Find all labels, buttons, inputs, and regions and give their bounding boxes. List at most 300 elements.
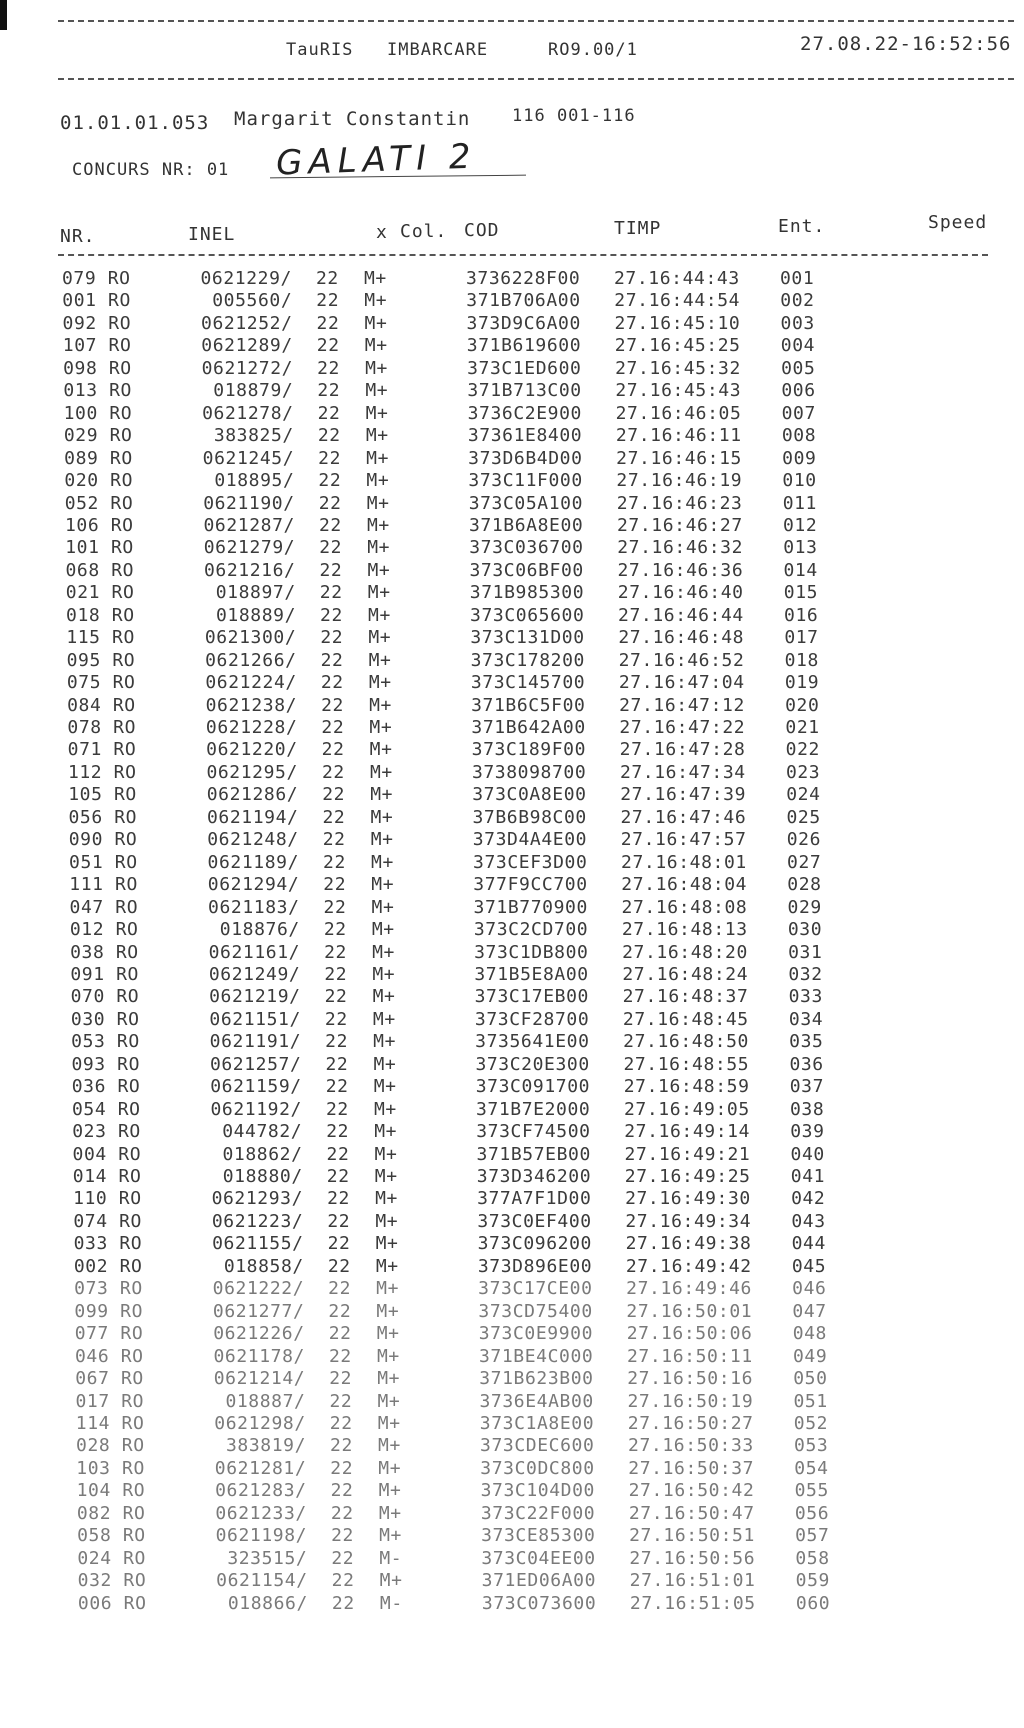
cell-x: 22	[323, 874, 347, 896]
table-row	[0, 582, 1024, 604]
owner-name: Margarit Constantin	[234, 108, 471, 130]
cell-col: M+	[370, 829, 394, 851]
cell-col: M+	[375, 1210, 399, 1232]
table-row	[0, 425, 1024, 447]
cell-timp: 27.16:46:11	[615, 425, 742, 447]
cell-ent: 024	[786, 784, 821, 806]
cell-col: M+	[374, 1121, 398, 1143]
cell-ent: 028	[787, 874, 822, 896]
cell-col: M+	[367, 582, 391, 604]
cell-inel: 0621287/	[203, 514, 295, 536]
cell-x: 22	[329, 1368, 353, 1390]
cell-x: 22	[326, 1143, 350, 1165]
cell-timp: 27.16:50:42	[628, 1480, 755, 1502]
table-row	[0, 1076, 1024, 1098]
cell-ent: 007	[781, 402, 816, 424]
cell-nr: 020 RO	[64, 470, 134, 492]
table-row	[0, 784, 1024, 806]
cell-x: 22	[316, 335, 340, 357]
cell-ent: 042	[791, 1188, 826, 1210]
cell-col: M+	[373, 1031, 397, 1053]
cell-ent: 006	[781, 380, 816, 402]
cell-x: 22	[330, 1435, 353, 1457]
cell-ent: 001	[780, 268, 815, 289]
cell-timp: 27.16:45:43	[615, 380, 742, 402]
table-row	[0, 1346, 1024, 1368]
table-row	[0, 1009, 1024, 1031]
cell-x: 22	[319, 537, 343, 559]
cell-x: 22	[322, 829, 346, 851]
cell-x: 22	[324, 1008, 348, 1030]
cell-inel: 0621192/	[210, 1098, 302, 1120]
cell-nr: 029 RO	[63, 425, 133, 447]
cell-col: M+	[366, 447, 390, 469]
cell-timp: 27.16:46:05	[615, 402, 742, 424]
cell-ent: 002	[780, 290, 815, 312]
cell-cod: 373C22F000	[480, 1502, 596, 1524]
cell-cod: 373CD75400	[478, 1300, 593, 1322]
cell-inel: 0621161/	[208, 941, 301, 963]
cell-inel: 0621228/	[205, 717, 298, 738]
cell-cod: 373C0A8E00	[472, 784, 587, 806]
cell-timp: 27.16:46:44	[618, 604, 744, 626]
cell-col: M+	[367, 537, 391, 559]
col-header-timp: TIMP	[614, 218, 662, 239]
cell-inel: 0621190/	[203, 492, 295, 514]
columns-divider	[58, 254, 988, 256]
cell-cod: 377F9CC700	[473, 874, 588, 896]
cell-col: M+	[371, 851, 394, 873]
cell-cod: 373C145700	[470, 672, 586, 694]
cell-x: 22	[321, 761, 345, 783]
cell-nr: 099 RO	[74, 1300, 144, 1322]
cell-ent: 019	[784, 672, 820, 694]
cell-nr: 100 RO	[63, 402, 133, 424]
cell-x: 22	[325, 1053, 349, 1075]
cell-inel: 0621257/	[209, 1053, 302, 1075]
cell-col: M+	[369, 694, 392, 716]
table-row	[0, 1570, 1024, 1592]
cell-cod: 373D9C6A00	[466, 312, 581, 334]
cell-x: 22	[325, 1076, 349, 1098]
cell-x: 22	[319, 559, 343, 581]
table-row	[0, 1188, 1024, 1210]
cell-nr: 021 RO	[65, 582, 135, 604]
cell-col: M+	[365, 357, 388, 379]
cell-col: M+	[369, 739, 393, 761]
table-row	[0, 605, 1024, 627]
cell-timp: 27.16:47:28	[619, 739, 746, 761]
cell-x: 22	[325, 1031, 349, 1053]
cell-inel: 0621151/	[209, 1008, 301, 1030]
cell-nr: 074 RO	[73, 1210, 142, 1232]
table-row	[0, 650, 1024, 672]
cell-inel: 323515/	[227, 1547, 308, 1569]
cell-timp: 27.16:50:27	[627, 1412, 754, 1434]
cell-cod: 371B7E2000	[475, 1098, 591, 1120]
cell-cod: 371B6A8E00	[468, 514, 584, 536]
table-row	[0, 470, 1024, 492]
cell-timp: 27.16:50:47	[628, 1502, 755, 1524]
cell-col: M+	[364, 335, 388, 357]
cell-x: 22	[317, 380, 341, 402]
table-row	[0, 1099, 1024, 1121]
cell-ent: 023	[785, 761, 821, 783]
cell-inel: 0621295/	[206, 761, 298, 783]
cell-timp: 27.16:50:51	[629, 1525, 755, 1547]
cell-inel: 044782/	[222, 1121, 303, 1143]
cell-col: M-	[379, 1547, 403, 1569]
cell-ent: 016	[784, 604, 819, 626]
cell-ent: 052	[793, 1412, 829, 1434]
cell-nr: 090 RO	[68, 829, 138, 851]
cell-cod: 373C11F000	[468, 470, 583, 492]
cell-inel: 0621272/	[201, 357, 294, 379]
cell-ent: 050	[793, 1368, 828, 1390]
cell-nr: 028 RO	[76, 1435, 145, 1457]
cell-inel: 0621219/	[209, 986, 301, 1008]
cell-col: M+	[368, 649, 392, 671]
cell-timp: 27.16:50:19	[627, 1390, 754, 1412]
cell-timp: 27.16:47:46	[620, 806, 747, 828]
table-row	[0, 1301, 1024, 1323]
cell-cod: 373C2CD700	[473, 919, 589, 941]
cell-nr: 001 RO	[62, 290, 131, 312]
cell-col: M+	[373, 1053, 397, 1075]
cell-ent: 015	[783, 582, 819, 604]
cell-timp: 27.16:49:05	[623, 1098, 750, 1120]
cell-nr: 079 RO	[62, 268, 131, 289]
cell-ent: 032	[788, 963, 823, 985]
cell-x: 22	[328, 1345, 352, 1367]
cell-cod: 373C17CE00	[478, 1278, 593, 1300]
cell-inel: 0621294/	[207, 874, 300, 896]
top-divider	[58, 20, 1014, 22]
cell-timp: 27.16:44:43	[614, 268, 740, 289]
table-row	[0, 313, 1024, 335]
cell-x: 22	[324, 986, 348, 1008]
cell-col: M+	[365, 402, 389, 424]
cell-inel: 0621286/	[206, 784, 299, 806]
cell-timp: 27.16:48:50	[623, 1031, 749, 1053]
cell-nr: 106 RO	[64, 514, 134, 536]
cell-cod: 371B619600	[466, 335, 582, 357]
cell-cod: 373CF74500	[476, 1121, 591, 1143]
cell-timp: 27.16:47:12	[619, 694, 745, 716]
cell-timp: 27.16:48:55	[623, 1053, 750, 1075]
cell-ent: 017	[784, 627, 819, 649]
cell-nr: 030 RO	[70, 1008, 140, 1030]
cell-ent: 040	[790, 1143, 825, 1165]
cell-cod: 3736228F00	[466, 268, 581, 289]
table-row	[0, 829, 1024, 851]
col-header-speed: Speed	[928, 212, 988, 233]
cell-ent: 041	[790, 1166, 826, 1187]
cell-x: 22	[330, 1457, 354, 1479]
cell-ent: 026	[786, 829, 822, 851]
handwritten-contest-name: GALATI 2	[275, 136, 478, 184]
cell-ent: 057	[795, 1525, 830, 1547]
cell-timp: 27.16:46:36	[617, 559, 744, 581]
cell-x: 22	[323, 896, 347, 918]
cell-ent: 051	[793, 1390, 828, 1412]
cell-ent: 039	[790, 1121, 825, 1143]
cell-ent: 005	[781, 357, 816, 379]
cell-timp: 27.16:48:08	[621, 896, 748, 918]
cell-nr: 078 RO	[67, 717, 137, 738]
cell-inel: 018895/	[214, 470, 295, 492]
cell-cod: 373C06BF00	[469, 559, 584, 581]
cell-ent: 045	[791, 1255, 827, 1277]
cell-cod: 373C065600	[470, 604, 585, 626]
cell-timp: 27.16:51:05	[629, 1592, 756, 1614]
cell-x: 22	[322, 806, 346, 828]
table-row	[0, 403, 1024, 425]
cell-cod: 373C131D00	[470, 627, 585, 649]
cell-x: 22	[318, 492, 342, 514]
cell-cod: 373C036700	[469, 537, 584, 559]
cell-x: 22	[324, 963, 348, 985]
cell-ent: 021	[785, 717, 820, 738]
cell-ent: 018	[784, 649, 819, 671]
cell-col: M+	[366, 492, 390, 514]
cell-inel: 0621281/	[214, 1457, 307, 1479]
cell-cod: 373C189F00	[471, 739, 587, 761]
cell-x: 22	[327, 1255, 351, 1277]
cell-inel: 018879/	[213, 380, 294, 402]
cell-inel: 0621298/	[214, 1412, 306, 1434]
cell-col: M+	[370, 784, 394, 806]
cell-col: M+	[379, 1570, 403, 1592]
table-row	[0, 695, 1024, 717]
cell-timp: 27.16:48:01	[621, 851, 747, 873]
cell-cod: 373CE85300	[481, 1525, 596, 1547]
cell-cod: 373C091700	[475, 1076, 591, 1098]
cell-nr: 091 RO	[70, 963, 139, 985]
table-row	[0, 1121, 1024, 1143]
cell-timp: 27.16:50:06	[626, 1323, 753, 1345]
cell-x: 22	[323, 851, 346, 873]
cell-inel: 0621224/	[205, 672, 297, 694]
cell-col: M+	[373, 1098, 397, 1120]
cell-col: M+	[368, 672, 392, 694]
cell-nr: 018 RO	[66, 604, 135, 626]
cell-cod: 373CEF3D00	[473, 851, 588, 873]
table-row	[0, 335, 1024, 357]
cell-timp: 27.16:48:45	[622, 1008, 749, 1030]
cell-inel: 0621216/	[204, 559, 296, 581]
cell-ent: 029	[787, 896, 822, 918]
cell-nr: 013 RO	[63, 380, 132, 402]
cell-timp: 27.16:46:48	[618, 627, 745, 649]
table-row	[0, 560, 1024, 582]
cell-cod: 373D4A4E00	[472, 829, 588, 851]
cell-x: 22	[322, 784, 346, 806]
cell-col: M+	[378, 1435, 401, 1457]
cell-timp: 27.16:45:25	[614, 335, 741, 357]
cell-ent: 012	[782, 514, 818, 536]
table-row	[0, 717, 1024, 739]
cell-x: 22	[316, 312, 340, 334]
cell-col: M+	[368, 604, 391, 626]
cell-ent: 014	[783, 559, 818, 581]
cell-timp: 27.16:50:01	[626, 1300, 753, 1322]
cell-timp: 27.16:50:16	[627, 1368, 754, 1390]
cell-cod: 371B6C5F00	[471, 694, 586, 716]
cell-cod: 373C17EB00	[474, 986, 589, 1008]
contest-label: CONCURS NR: 01	[72, 160, 230, 180]
cell-inel: 018866/	[227, 1592, 308, 1614]
cell-col: M+	[371, 874, 395, 896]
cell-inel: 0621249/	[208, 963, 301, 985]
cell-ent: 046	[792, 1278, 827, 1300]
table-row	[0, 964, 1024, 986]
cell-col: M+	[375, 1233, 399, 1255]
cell-cod: 371ED06A00	[481, 1570, 597, 1592]
cell-timp: 27.16:49:34	[625, 1210, 752, 1232]
cell-timp: 27.16:47:39	[620, 784, 747, 806]
cell-inel: 0621159/	[210, 1076, 302, 1098]
cell-col: M+	[367, 559, 391, 581]
print-datetime: 27.08.22-16:52:56	[800, 33, 1012, 55]
table-row	[0, 1548, 1024, 1570]
cell-nr: 046 RO	[74, 1345, 144, 1367]
cell-ent: 043	[791, 1210, 826, 1232]
cell-x: 22	[319, 582, 343, 604]
cell-col: M+	[365, 380, 389, 402]
cell-col: M+	[371, 919, 395, 941]
scan-edge-mark	[0, 0, 7, 30]
cell-timp: 27.16:48:13	[621, 919, 748, 941]
cell-inel: 018897/	[215, 582, 296, 604]
cell-nr: 070 RO	[70, 986, 140, 1008]
cell-ent: 025	[786, 806, 821, 828]
cell-x: 22	[329, 1390, 353, 1412]
cell-nr: 111 RO	[69, 874, 138, 896]
cell-x: 22	[331, 1525, 354, 1547]
cell-inel: 018876/	[219, 919, 300, 941]
cell-timp: 27.16:46:40	[617, 582, 744, 604]
cell-ent: 047	[792, 1300, 827, 1322]
cell-nr: 084 RO	[67, 694, 136, 716]
cell-ent: 033	[788, 986, 823, 1008]
table-row	[0, 919, 1024, 941]
cell-ent: 011	[782, 492, 817, 514]
cell-x: 22	[329, 1412, 353, 1434]
table-row	[0, 1323, 1024, 1345]
cell-timp: 27.16:48:37	[622, 986, 749, 1008]
cell-col: M+	[376, 1278, 400, 1300]
cell-cod: 377A7F1D00	[477, 1188, 592, 1210]
cell-inel: 0621283/	[215, 1480, 307, 1502]
cell-nr: 006 RO	[77, 1592, 147, 1614]
cell-inel: 0621252/	[201, 312, 293, 334]
cell-timp: 27.16:49:38	[625, 1233, 752, 1255]
cell-x: 22	[317, 402, 341, 424]
cell-cod: 371B623B00	[479, 1368, 594, 1390]
table-row	[0, 762, 1024, 784]
cell-cod: 373C104D00	[480, 1480, 595, 1502]
table-row	[0, 1211, 1024, 1233]
mode-label: IMBARCARE	[387, 40, 489, 60]
cell-ent: 020	[785, 694, 820, 716]
cell-timp: 27.16:47:57	[620, 829, 747, 851]
table-row	[0, 537, 1024, 559]
cell-col: M+	[372, 986, 396, 1008]
cell-nr: 089 RO	[64, 447, 133, 469]
cell-inel: 0621194/	[206, 806, 299, 828]
table-row	[0, 1391, 1024, 1413]
cell-cod: 3736E4AB00	[479, 1390, 594, 1412]
cell-col: M+	[368, 627, 392, 649]
cell-x: 22	[325, 1098, 349, 1120]
cell-cod: 373D6B4D00	[468, 447, 583, 469]
col-header-col: Col.	[400, 221, 448, 242]
cell-cod: 371B5E8A00	[474, 963, 589, 985]
cell-timp: 27.16:47:34	[619, 761, 746, 783]
cell-timp: 27.16:45:32	[615, 357, 741, 379]
cell-ent: 035	[789, 1031, 824, 1053]
table-row	[0, 739, 1024, 761]
cell-cod: 373C0EF400	[477, 1210, 592, 1232]
col-header-x: x	[376, 222, 388, 243]
table-row	[0, 1503, 1024, 1525]
cell-col: M+	[366, 470, 390, 492]
cell-nr: 104 RO	[76, 1480, 146, 1502]
cell-x: 22	[326, 1121, 350, 1143]
cell-col: M+	[379, 1525, 402, 1547]
cell-cod: 3736C2E900	[467, 402, 582, 424]
table-row	[0, 1368, 1024, 1390]
cell-cod: 371B642A00	[471, 717, 586, 738]
table-row	[0, 1256, 1024, 1278]
header-divider	[58, 78, 1014, 80]
table-row	[0, 1458, 1024, 1480]
cell-nr: 101 RO	[65, 537, 134, 559]
col-header-ent: Ent.	[778, 216, 826, 237]
cell-col: M+	[375, 1255, 399, 1277]
table-row	[0, 268, 1024, 290]
cell-x: 22	[327, 1233, 351, 1255]
cell-ent: 010	[782, 470, 817, 492]
cell-inel: 0621266/	[205, 649, 297, 671]
cell-timp: 27.16:51:01	[629, 1570, 756, 1592]
cell-nr: 107 RO	[62, 335, 132, 357]
cell-inel: 0621289/	[201, 335, 293, 357]
app-name: TauRIS	[286, 40, 354, 60]
cell-inel: 018887/	[225, 1390, 306, 1412]
table-row	[0, 1593, 1024, 1615]
table-row	[0, 1435, 1024, 1457]
cell-inel: 0621183/	[208, 896, 300, 918]
cell-nr: 073 RO	[74, 1278, 143, 1300]
cell-nr: 114 RO	[75, 1412, 145, 1434]
cell-inel: 383819/	[225, 1435, 307, 1457]
cell-nr: 017 RO	[75, 1390, 145, 1412]
cell-cod: 373C073600	[481, 1592, 597, 1614]
cell-ent: 008	[781, 425, 817, 447]
cell-ent: 059	[795, 1570, 830, 1592]
cell-col: M+	[374, 1143, 398, 1165]
cell-timp: 27.16:46:32	[617, 537, 744, 559]
cell-cod: 373C04EE00	[481, 1547, 596, 1569]
cell-inel: 0621214/	[213, 1368, 306, 1390]
cell-col: M+	[376, 1323, 400, 1345]
cell-timp: 27.16:46:15	[616, 447, 742, 469]
cell-col: M+	[364, 268, 387, 289]
table-row	[0, 380, 1024, 402]
cell-inel: 0621300/	[204, 627, 297, 649]
